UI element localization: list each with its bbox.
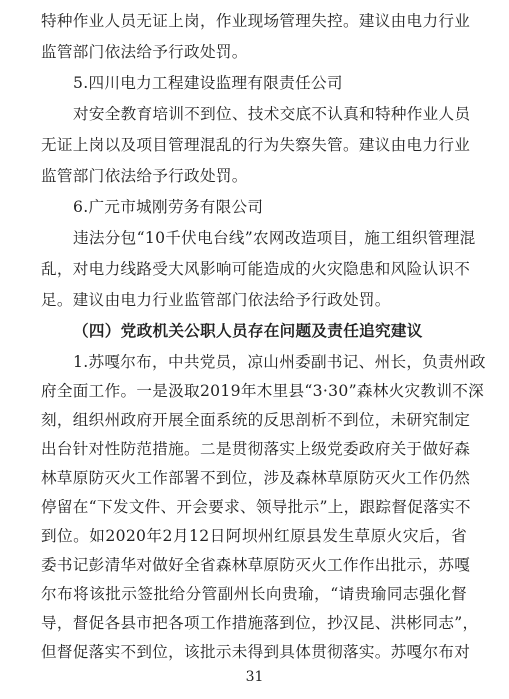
paragraph-line: 到位。如2020年2月12日阿坝州红原县发生草原火灾后，省 xyxy=(41,527,467,545)
paragraph-line: 足。建议由电力行业监管部门依法给予行政处罚。 xyxy=(41,291,391,309)
paragraph-line: 特种作业人员无证上岗，作业现场管理失控。建议由电力行业 xyxy=(41,12,471,30)
paragraph-line: 林草原防灭火工作部署不到位，涉及森林草原防灭火工作仍然 xyxy=(41,469,471,487)
paragraph-line: 对安全教育培训不到位、技术交底不认真和特种作业人员 xyxy=(73,105,471,123)
section-heading: 6.广元市城刚劳务有限公司 xyxy=(73,198,264,216)
paragraph-line: 府全面工作。一是汲取2019年木里县“3·30”森林火灾教训不深 xyxy=(41,382,485,400)
paragraph-line: 违法分包“10千伏电台线”农网改造项目，施工组织管理混 xyxy=(73,229,476,247)
paragraph-line: 1.苏嘎尔布，中共党员，凉山州委副书记、州长，负责州政 xyxy=(73,353,486,371)
paragraph-line: 尔布将该批示签批给分管副州长向贵瑜，“请贵瑜同志强化督 xyxy=(41,585,467,603)
section-heading: 5.四川电力工程建设监理有限责任公司 xyxy=(73,74,343,92)
page-number: 31 xyxy=(245,669,264,685)
paragraph-line: 但督促落实不到位，该批示未得到具体贯彻落实。苏嘎尔布对 xyxy=(41,643,471,661)
paragraph-line: 乱，对电力线路受大风影响可能造成的火灾隐患和风险认识不 xyxy=(41,260,471,278)
chapter-heading: （四）党政机关公职人员存在问题及责任追究建议 xyxy=(73,322,423,340)
paragraph-line: 无证上岗以及项目管理混乱的行为失察失管。建议由电力行业 xyxy=(41,136,471,154)
paragraph-line: 监管部门依法给予行政处罚。 xyxy=(41,43,248,61)
paragraph-line: 监管部门依法给予行政处罚。 xyxy=(41,167,248,185)
paragraph-line: 刻，组织州政府开展全面系统的反思剖析不到位，未研究制定 xyxy=(41,411,471,429)
paragraph-line: 停留在“下发文件、开会要求、领导批示”上，跟踪督促落实不 xyxy=(41,498,471,516)
paragraph-line: 导，督促各县市把各项工作措施落到位，抄汉昆、洪彬同志”， xyxy=(41,614,479,632)
paragraph-line: 委书记彭清华对做好全省森林草原防灭火工作作出批示，苏嘎 xyxy=(41,556,471,574)
paragraph-line: 出台针对性防范措施。二是贯彻落实上级党委政府关于做好森 xyxy=(41,440,471,458)
